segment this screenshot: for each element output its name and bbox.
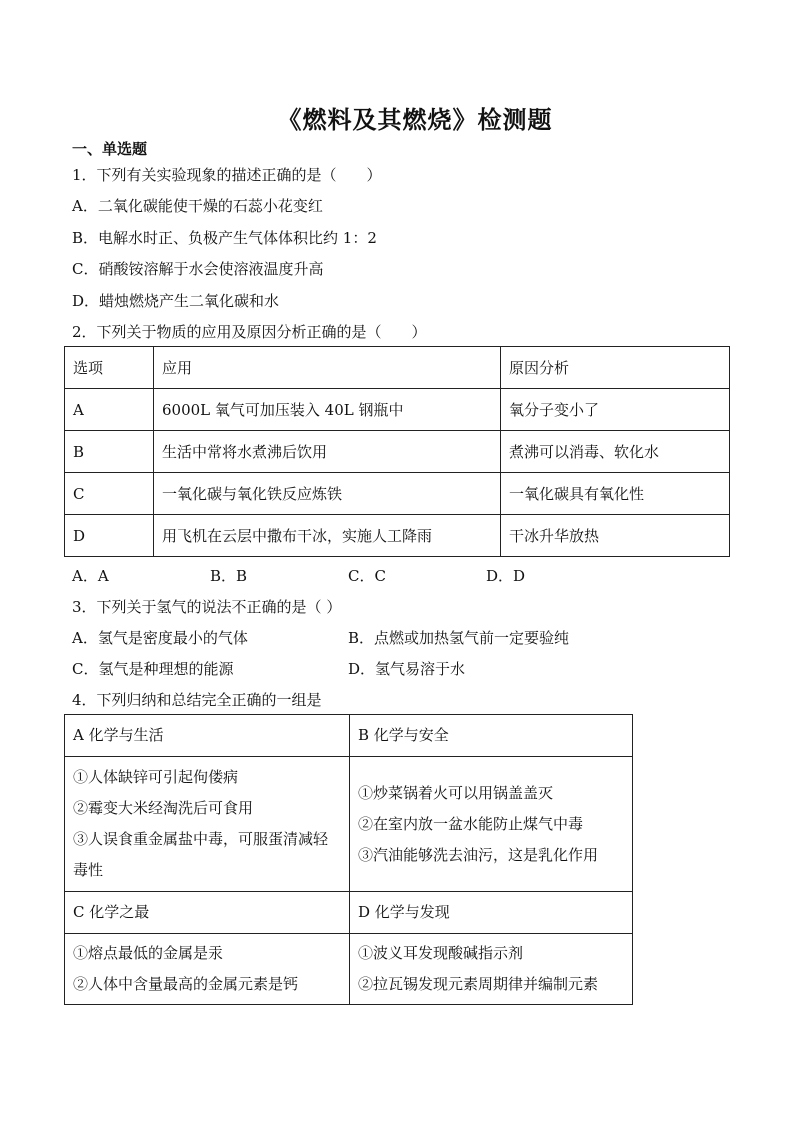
table-cell: D <box>65 515 154 557</box>
cell-b-items <box>350 757 633 892</box>
list-item: ②在室内放一盆水能防止煤气中毒 <box>358 814 584 833</box>
list-item: ①熔点最低的金属是汞 <box>73 944 224 962</box>
table-row <box>65 431 730 473</box>
table-row <box>65 715 633 757</box>
cell-a-title: A 化学与生活 <box>65 715 350 757</box>
question-4-table <box>64 714 633 1005</box>
question-3-option-c: C．氢气是种理想的能源 <box>72 660 234 678</box>
cell-d-title: D 化学与发现 <box>350 892 633 934</box>
question-4-stem: 4．下列归纳和总结完全正确的一组是 <box>72 691 322 709</box>
table-cell: 用飞机在云层中撒布干冰，实施人工降雨 <box>154 515 501 557</box>
question-2-option-d: D．D <box>486 567 526 585</box>
question-2-option-b: B．B <box>210 567 248 585</box>
table-header-cell: 应用 <box>154 347 501 389</box>
table-cell: 6000L 氧气可加压装入 40L 钢瓶中 <box>154 389 501 431</box>
table-cell: 氧分子变小了 <box>501 389 730 431</box>
cell-c-title: C 化学之最 <box>65 892 350 934</box>
question-3-option-d: D．氢气易溶于水 <box>348 660 466 678</box>
question-1-stem: 1．下列有关实验现象的描述正确的是（ ） <box>72 166 382 184</box>
question-1-option-c: C．硝酸铵溶解于水会使溶液温度升高 <box>72 260 324 278</box>
question-1-option-d: D．蜡烛燃烧产生二氧化碳和水 <box>72 292 280 310</box>
question-1-option-a: A．二氧化碳能使干燥的石蕊小花变红 <box>72 197 323 215</box>
list-item: ②拉瓦锡发现元素周期律并编制元素 <box>358 975 599 993</box>
list-item: ②人体中含量最高的金属元素是钙 <box>73 975 299 993</box>
table-row <box>65 389 730 431</box>
table-row <box>65 515 730 557</box>
table-row <box>65 473 730 515</box>
question-2-option-c: C．C <box>348 567 386 585</box>
table-cell: 煮沸可以消毒、软化水 <box>501 431 730 473</box>
question-3-option-b: B．点燃或加热氢气前一定要验纯 <box>348 629 570 647</box>
table-cell: 一氧化碳与氧化铁反应炼铁 <box>154 473 501 515</box>
question-3-option-a: A．氢气是密度最小的气体 <box>72 629 248 647</box>
page-title: 《燃料及其燃烧》检测题 <box>277 105 553 134</box>
table-cell: 生活中常将水煮沸后饮用 <box>154 431 501 473</box>
section-title: 一、单选题 <box>72 140 148 158</box>
table-header-cell: 原因分析 <box>501 347 730 389</box>
question-1-option-b: B．电解水时正、负极产生气体体积比约 1：2 <box>72 229 377 247</box>
list-item: ①波义耳发现酸碱指示剂 <box>358 944 524 962</box>
table-cell: 干冰升华放热 <box>501 515 730 557</box>
table-cell: C <box>65 473 154 515</box>
cell-a-items <box>65 757 350 892</box>
table-cell: A <box>65 389 154 431</box>
table-row <box>65 892 633 934</box>
table-row <box>65 934 633 1005</box>
question-2-option-a: A．A <box>72 567 109 585</box>
list-item: ①人体缺锌可引起佝偻病 <box>73 768 239 786</box>
table-header-row <box>65 347 730 389</box>
question-2-stem: 2．下列关于物质的应用及原因分析正确的是（ ） <box>72 323 427 341</box>
cell-d-items <box>350 934 633 1005</box>
table-row <box>65 757 633 892</box>
cell-c-items <box>65 934 350 1005</box>
question-3-stem: 3．下列关于氢气的说法不正确的是（ ） <box>72 598 342 616</box>
table-cell: 一氧化碳具有氧化性 <box>501 473 730 515</box>
table-header-cell: 选项 <box>65 347 154 389</box>
list-item: ③人误食重金属盐中毒，可服蛋清减轻 <box>73 830 329 848</box>
list-item: ②霉变大米经淘洗后可食用 <box>73 799 254 817</box>
list-item: 毒性 <box>73 861 104 879</box>
question-2-table <box>64 346 730 557</box>
cell-b-title: B 化学与安全 <box>350 715 633 757</box>
list-item: ①炒菜锅着火可以用锅盖盖灭 <box>358 783 554 802</box>
list-item: ③汽油能够洗去油污，这是乳化作用 <box>358 845 599 864</box>
table-cell: B <box>65 431 154 473</box>
